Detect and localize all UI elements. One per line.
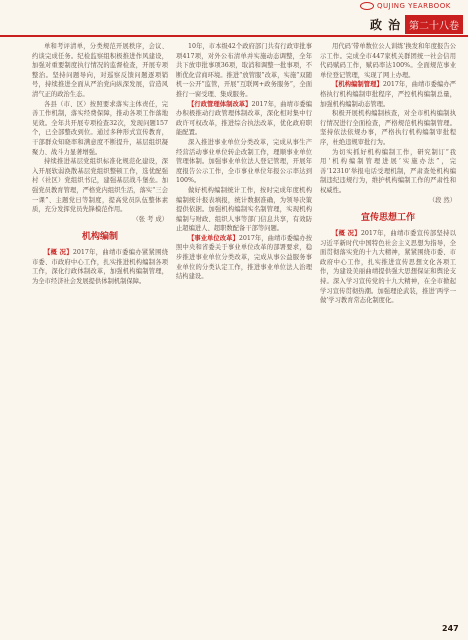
subhead-admin-reform: 【行政管理体制改革】 <box>188 100 252 108</box>
section-title: 政 治 <box>370 18 402 32</box>
subhead-propaganda-overview-text: 2017年，曲靖市委宣传部坚持以习近平新时代中国特色社会主义思想为指导，全面贯彻落实党的十九大精神，紧紧围绕市委、市政府中心工作，扎实推进宣传思想文化各项工作，为建设美丽曲靖提供强大思想保证和舆论支持。深入学习宣传党的十九大精神，在全市掀起学习宣传贯彻热潮。加强理论武装，推进‘两学一做’学习教育常态化制度化。 <box>320 230 456 305</box>
col3-paragraph: 为切实抓好机构编制工作，研究制订“我用‘机构编制管理进展’实施办法”，完善‘12310’举报电话受理机制，严肃查处机构编制违纪违规行为，维护机构编制工作的严肃性和权威性。 <box>320 148 456 194</box>
subhead-institution-reform-text: 2017年，曲靖市委编办按照中央和省委关于事业单位改革的部署要求，稳步推进事业单位分类改革，完成从事公益服务事业单位的分类认定工作，推进事业单位法人治理结构建设。 <box>176 234 312 281</box>
col2-paragraph: 深入推进事业单位分类改革，完成从事生产经营活动事业单位转企改制工作，理顺事业单位管理体制。加强事业单位法人登记管理，开展年度报告公示工作，全市事业单位年报公示率达到100%。 <box>176 138 312 185</box>
subhead-management-text: 2017年，曲靖市委编办严格执行机构编制审批程序，严控机构编制总量，加强机构编制动态管理。 <box>320 81 456 108</box>
col1-paragraph: 单和考评清单，分类规范开展秩序，会议、约谈完成任务。纪检监察组积极推进作风建设，加强对重要制度执行情况的监督检查，开展专项整治。坚持问题导向，对巡察反馈问题逐项销号，持续推进全面从严治党向纵深发展，营造风清气正的政治生态。 <box>32 43 168 98</box>
col3-subsection <box>320 80 456 109</box>
column-2 <box>176 42 312 282</box>
col3-subsection <box>320 229 456 306</box>
yearbook-logo <box>360 2 460 14</box>
subhead-overview: 【概 况】 <box>44 249 73 257</box>
header-rule <box>0 35 468 37</box>
col1-signature: （张 考 成） <box>132 215 168 223</box>
col1-subsection <box>32 248 168 286</box>
volume-badge: 第二十八卷 <box>405 15 463 34</box>
col2-paragraph: 10年，市本级42个政府部门共有行政审批事项417项，对外公布清单并实施动态调整，全年共下放审批事项36项，取消和调整一批事项，不断优化营商环境。推进“放管服”改革，实施“双随机一公开”监管，开展“互联网+政务服务”，全面推行一窗受理、集成服务。 <box>176 43 312 98</box>
subhead-institution-reform: 【事业单位改革】 <box>188 234 239 242</box>
logo-mark-icon <box>360 2 374 10</box>
subhead-propaganda-overview: 【概 况】 <box>332 230 361 238</box>
column-3 <box>320 42 456 306</box>
col1-paragraph: 持续推进基层党组织标准化规范化建设，深入开展软弱涣散基层党组织整顿工作，选优配强村（社区）党组织书记，建强基层战斗堡垒。加强党员教育管理，严格党内组织生活，落实“三会一课”、主题党日等制度，提高党员队伍整体素质，充分发挥党员先锋模范作用。 <box>32 158 168 214</box>
section-heading-organization: 机构编制 <box>81 232 118 243</box>
col3-paragraph: 用代码‘带单数位公人训练’换发和年度报告公示工作。完成全市447家机关群团统一社会信用代码赋码工作，赋码率达100%。全面规范事业单位登记管理，实现了网上办理。 <box>320 43 456 79</box>
page-header <box>0 0 468 36</box>
subhead-overview-text: 2017年，曲靖市委编办紧紧围绕市委、市政府中心工作，扎实推进机构编制各项工作，深化行政体制改革，加强机构编制管理，为全市经济社会发展提供体制机制保障。 <box>32 249 168 286</box>
section-heading-propaganda: 宣传思想工作 <box>360 213 415 224</box>
col2-paragraph: 做好机构编制统计工作，按时完成年度机构编制统计报表填报，统计数据准确，为领导决策提供依据。加强机构编制实名制管理，实现机构编制与财政、组织人事等部门信息共享，有效防止超编进人、超职数配备干部等问题。 <box>176 186 312 233</box>
col2-subsection <box>176 234 312 282</box>
yearbook-logo-text: QUJING YEARBOOK <box>377 2 451 10</box>
page-number: 247 <box>442 624 459 633</box>
subhead-management: 【机构编制管理】 <box>332 81 383 89</box>
col1-paragraph: 各县（市、区）按照要求落实主体责任，完善工作机制，落实经费保障，推动各项工作落地见效。全年共开展专项检查32次，发现问题157个，已全部整改到位。通过多种形式宣传教育，干部群众知晓率和满意度不断提升，基层组织凝聚力、战斗力显著增强。 <box>32 100 168 156</box>
col2-subsection <box>176 100 312 138</box>
col3-signature: （段 然） <box>428 196 456 204</box>
column-1 <box>32 42 168 287</box>
col3-paragraph: 积极开展机构编制核查，对全市机构编制执行情况进行全面检查，严格规范机构编制管理。坚持依法依规办事，严格执行机构编制审批程序，杜绝违规审批行为。 <box>320 110 456 146</box>
subhead-admin-reform-text: 2017年，曲靖市委编办积极推动行政管理体制改革，深化相对集中行政许可权改革，推进综合执法改革，优化政府职能配置。 <box>176 100 312 137</box>
